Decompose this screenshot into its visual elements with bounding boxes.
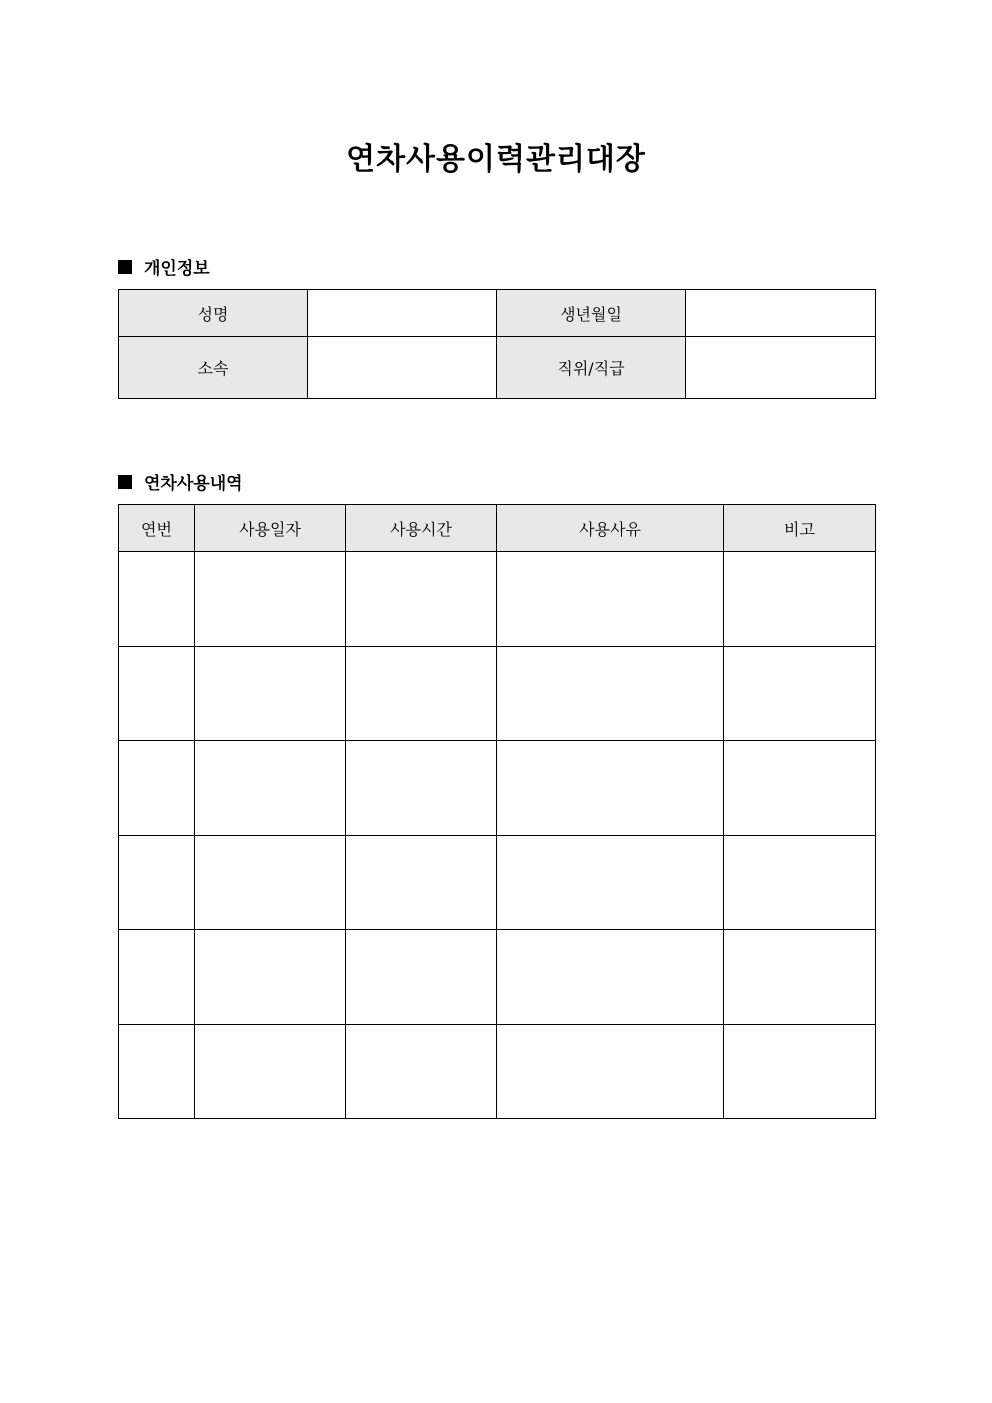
table-cell[interactable] [195,552,346,647]
position-field[interactable] [686,337,876,399]
table-row [119,646,876,741]
personal-info-table [118,289,876,399]
square-bullet-icon [118,260,132,274]
table-cell[interactable] [497,646,724,741]
table-cell[interactable] [346,646,497,741]
table-cell[interactable] [195,741,346,836]
table-cell[interactable] [119,930,195,1025]
column-header: 연번 [119,505,195,552]
table-cell[interactable] [195,835,346,930]
label-birth: 생년월일 [497,290,686,337]
table-cell[interactable] [195,930,346,1025]
column-header: 사용사유 [497,505,724,552]
table-cell[interactable] [346,930,497,1025]
table-cell[interactable] [724,552,876,647]
table-cell[interactable] [119,741,195,836]
label-position: 직위/직급 [497,337,686,399]
table-cell[interactable] [346,835,497,930]
table-cell[interactable] [497,552,724,647]
table-row [119,835,876,930]
table-cell[interactable] [724,646,876,741]
table-cell[interactable] [346,741,497,836]
table-row [119,1024,876,1119]
name-field[interactable] [308,290,497,337]
table-cell[interactable] [724,741,876,836]
section-heading-history [118,469,243,494]
table-cell[interactable] [346,1024,497,1119]
section-title: 연차사용내역 [144,474,243,494]
column-header: 비고 [724,505,876,552]
square-bullet-icon [118,475,132,489]
table-row [119,552,876,647]
table-cell[interactable] [724,835,876,930]
table-cell[interactable] [346,552,497,647]
table-cell[interactable] [195,1024,346,1119]
affiliation-field[interactable] [308,337,497,399]
leave-history-table [118,504,876,1119]
document-title: 연차사용이력관리대장 [346,142,646,177]
table-cell[interactable] [497,930,724,1025]
column-header: 사용시간 [346,505,497,552]
column-header: 사용일자 [195,505,346,552]
table-cell[interactable] [119,1024,195,1119]
table-cell[interactable] [724,930,876,1025]
table-cell[interactable] [724,1024,876,1119]
label-affiliation: 소속 [119,337,308,399]
table-row [119,741,876,836]
label-name: 성명 [119,290,308,337]
table-cell[interactable] [497,741,724,836]
table-cell[interactable] [119,646,195,741]
table-cell[interactable] [497,835,724,930]
section-heading-personal [118,254,210,279]
table-cell[interactable] [119,552,195,647]
table-row [119,930,876,1025]
section-title: 개인정보 [144,259,210,279]
table-cell[interactable] [195,646,346,741]
table-cell[interactable] [119,835,195,930]
birth-field[interactable] [686,290,876,337]
table-cell[interactable] [497,1024,724,1119]
